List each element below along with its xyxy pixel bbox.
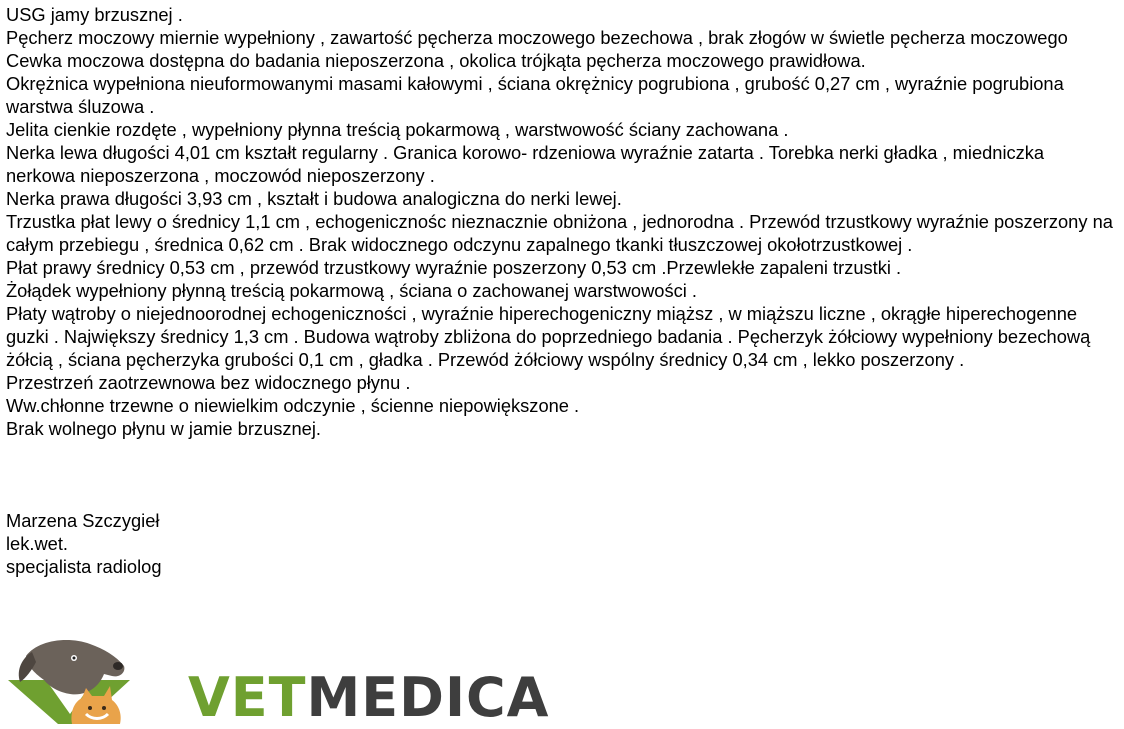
- signature-block: [6, 509, 1118, 578]
- report-paragraph-right-kidney: Nerka prawa długości 3,93 cm , kształt i budowa analogiczna do nerki lewej.: [6, 188, 622, 209]
- report-paragraph-liver: Płaty wątroby o niejednoorodnej echogeniczności , wyraźnie hiperechogeniczny miąższ , w miąższu liczne , okrągłe hiperechogenne guzki . Największy średnicy 1,3 cm . Budowa wątroby zbliżona do poprzedniego badania . Pęcherzyk żółciowy wypełniony bezechową żółcią , ściana pęcherzyka grubości 0,1 cm , gładka . Przewód żółciowy wspólny średnicy 0,34 cm , lekko poszerzony .: [6, 303, 1091, 370]
- report-paragraph-pancreas-right: Płat prawy średnicy 0,53 cm , przewód trzustkowy wyraźnie poszerzony 0,53 cm .Przewlekłe zapaleni trzustki .: [6, 257, 902, 278]
- report-paragraph-free-fluid: Brak wolnego płynu w jamie brzusznej.: [6, 418, 321, 439]
- report-paragraph-left-kidney: Nerka lewa długości 4,01 cm kształt regularny . Granica korowo- rdzeniowa wyraźnie zatarta . Torebka nerki gładka , miedniczka nerkowa nieposzerzona , moczowód nieposzerzony .: [6, 142, 1045, 186]
- report-paragraph-stomach: Żołądek wypełniony płynną treścią pokarmową , ściana o zachowanej warstwowości .: [6, 280, 697, 301]
- signature-role: specjalista radiolog: [6, 556, 162, 577]
- report-paragraph-pancreas-left: Trzustka płat lewy o średnicy 1,1 cm , echogenicznośc nieznacznie obniżona , jednorodna . Przewód trzustkowy wyraźnie poszerzony na całym przebiegu , średnica 0,62 cm . Brak widocznego odczynu zapalnego tkanki tłuszczowej okołotrzustkowej .: [6, 211, 1113, 255]
- signature-name: Marzena Szczygieł: [6, 510, 160, 531]
- brand-wordmark: [188, 666, 550, 729]
- brand-vet-text: VET: [188, 666, 307, 729]
- report-paragraph-retroperitoneum: Przestrzeń zaotrzewnowa bez widocznego płynu .: [6, 372, 411, 393]
- report-body: [6, 3, 1118, 578]
- dog-cat-logo-icon: [8, 634, 178, 724]
- report-paragraph-small-intestine: Jelita cienkie rozdęte , wypełniony płynna treścią pokarmową , warstwowość ściany zachowana .: [6, 119, 789, 140]
- report-title: USG jamy brzusznej .: [6, 4, 183, 25]
- signature-spacer: [6, 440, 1118, 509]
- report-paragraph-lymph-nodes: Ww.chłonne trzewne o niewielkim odczynie , ścienne niepowiększone .: [6, 395, 580, 416]
- report-paragraph-bladder: Pęcherz moczowy miernie wypełniony , zawartość pęcherza moczowego bezechowa , brak złogów w świetle pęcherza moczowego Cewka moczowa dostępna do badania nieposzerzona , okolica trójkąta pęcherza moczowego prawidłowa.: [6, 27, 1068, 71]
- brand-medica-text: MEDICA: [306, 666, 550, 729]
- signature-degree: lek.wet.: [6, 533, 68, 554]
- report-paragraph-colon: Okrężnica wypełniona nieuformowanymi masami kałowymi , ściana okrężnicy pogrubiona , grubość 0,27 cm , wyraźnie pogrubiona warstwa śluzowa .: [6, 73, 1064, 117]
